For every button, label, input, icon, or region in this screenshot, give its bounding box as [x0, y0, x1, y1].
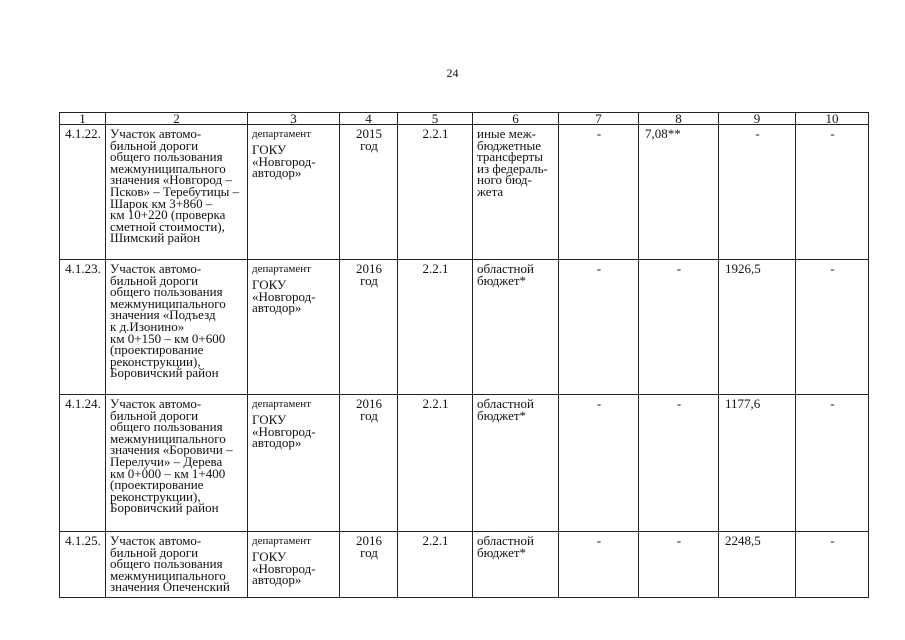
row-number: 4.1.23.	[60, 260, 106, 395]
name-line: межмуниципального	[110, 567, 226, 583]
program-table	[59, 112, 869, 598]
value-col9: 1177,6	[719, 395, 796, 532]
source-line: областной	[477, 396, 534, 411]
executor-line: ГОКУ	[252, 549, 287, 564]
column-header: 7	[559, 113, 639, 125]
name-line: (проектирование	[110, 477, 204, 493]
name-line: общего пользования	[110, 419, 223, 435]
column-header: 2	[106, 113, 248, 125]
name-line: к д.Изонино»	[110, 318, 185, 334]
year-value: 2015	[356, 126, 382, 141]
funding-source	[473, 260, 559, 395]
name-line: км 0+000 – км 1+400	[110, 465, 226, 481]
value-col8: -	[639, 532, 719, 598]
row-number: 4.1.22.	[60, 125, 106, 260]
executor-department: департамент	[252, 535, 311, 547]
column-header: 1	[60, 113, 106, 125]
executor-line: «Новгород-	[252, 423, 316, 439]
source-line: жета	[477, 183, 504, 199]
road-section-name	[106, 125, 248, 260]
name-line: Участок автомо-	[110, 261, 202, 276]
executor-line: ГОКУ	[252, 412, 287, 427]
year-value: 2016	[356, 261, 382, 276]
value-col9: 2248,5	[719, 532, 796, 598]
table-row	[60, 395, 869, 532]
name-line: Шарок км 3+860 –	[110, 195, 213, 211]
value-col10: -	[796, 395, 869, 532]
name-line: Шимский район	[110, 230, 201, 246]
value-col7: -	[559, 532, 639, 598]
source-line: областной	[477, 533, 534, 548]
column-header: 3	[248, 113, 340, 125]
name-line: значения «Боровичи –	[110, 442, 233, 458]
year	[340, 260, 398, 395]
name-line: бильной дороги	[110, 407, 199, 423]
name-line: общего пользования	[110, 149, 223, 165]
year	[340, 395, 398, 532]
name-line: км 0+150 – км 0+600	[110, 330, 226, 346]
source-line: трансферты	[477, 149, 543, 165]
executor-line: «Новгород-	[252, 153, 316, 169]
name-line: Боровичский район	[110, 365, 219, 381]
name-line: значения «Новгород –	[110, 172, 232, 188]
name-line: бильной дороги	[110, 137, 199, 153]
road-section-name	[106, 395, 248, 532]
column-header: 10	[796, 113, 869, 125]
name-line: межмуниципального	[110, 160, 226, 176]
name-line: (проектирование	[110, 342, 204, 358]
table-row	[60, 260, 869, 395]
source-line: бюджет*	[477, 544, 527, 560]
executor	[248, 395, 340, 532]
value-col9: -	[719, 125, 796, 260]
year-value: 2016	[356, 396, 382, 411]
executor-department: департамент	[252, 128, 311, 140]
road-section-name	[106, 532, 248, 598]
name-line: Участок автомо-	[110, 396, 202, 411]
executor-line: ГОКУ	[252, 277, 287, 292]
executor-line: «Новгород-	[252, 288, 316, 304]
executor-line: автодор»	[252, 435, 302, 451]
source-line: иные меж-	[477, 126, 536, 141]
name-line: бильной дороги	[110, 544, 199, 560]
column-header: 5	[398, 113, 473, 125]
target-code: 2.2.1	[398, 260, 473, 395]
name-line: реконструкции),	[110, 353, 201, 369]
name-line: Боровичский район	[110, 500, 219, 516]
target-code: 2.2.1	[398, 125, 473, 260]
name-line: реконструкции),	[110, 488, 201, 504]
name-line: км 10+220 (проверка	[110, 207, 226, 223]
source-line: областной	[477, 261, 534, 276]
value-col7: -	[559, 125, 639, 260]
name-line: общего пользования	[110, 284, 223, 300]
source-line: бюджет*	[477, 272, 527, 288]
name-line: значения Опеченский	[110, 579, 230, 595]
executor-department: департамент	[252, 263, 311, 275]
row-number: 4.1.24.	[60, 395, 106, 532]
year-value: 2016	[356, 533, 382, 548]
name-line: сметной стоимости),	[110, 218, 225, 234]
source-line: ного бюд-	[477, 172, 532, 188]
name-line: межмуниципального	[110, 295, 226, 311]
year-unit: год	[360, 545, 378, 560]
name-line: Участок автомо-	[110, 533, 202, 548]
funding-source	[473, 395, 559, 532]
funding-source	[473, 532, 559, 598]
page-number: 24	[446, 66, 459, 80]
executor	[248, 260, 340, 395]
value-col8: -	[639, 260, 719, 395]
value-col8: -	[639, 395, 719, 532]
value-col9: 1926,5	[719, 260, 796, 395]
executor-department: департамент	[252, 398, 311, 410]
executor-line: автодор»	[252, 165, 302, 181]
source-line: бюджетные	[477, 137, 542, 153]
name-line: Участок автомо-	[110, 126, 202, 141]
executor	[248, 125, 340, 260]
column-header: 6	[473, 113, 559, 125]
target-code: 2.2.1	[398, 395, 473, 532]
year-unit: год	[360, 408, 378, 423]
year-unit: год	[360, 138, 378, 153]
year	[340, 532, 398, 598]
name-line: общего пользования	[110, 556, 223, 572]
source-line: бюджет*	[477, 407, 527, 423]
column-header: 4	[340, 113, 398, 125]
name-line: Перелучи» – Дерева	[110, 453, 223, 469]
name-line: бильной дороги	[110, 272, 199, 288]
table-row	[60, 125, 869, 260]
executor-line: ГОКУ	[252, 142, 287, 157]
name-line: межмуниципального	[110, 430, 226, 446]
value-col10: -	[796, 260, 869, 395]
target-code: 2.2.1	[398, 532, 473, 598]
value-col8: 7,08**	[639, 125, 719, 260]
funding-source	[473, 125, 559, 260]
source-line: из федераль-	[477, 160, 548, 176]
year	[340, 125, 398, 260]
value-col10: -	[796, 532, 869, 598]
value-col10: -	[796, 125, 869, 260]
column-header: 8	[639, 113, 719, 125]
executor	[248, 532, 340, 598]
executor-line: «Новгород-	[252, 560, 316, 576]
year-unit: год	[360, 273, 378, 288]
value-col7: -	[559, 395, 639, 532]
executor-line: автодор»	[252, 300, 302, 316]
name-line: Псков» – Теребутицы –	[110, 183, 240, 199]
road-section-name	[106, 260, 248, 395]
column-header: 9	[719, 113, 796, 125]
row-number: 4.1.25.	[60, 532, 106, 598]
name-line: значения «Подъезд	[110, 307, 216, 323]
value-col7: -	[559, 260, 639, 395]
table-row	[60, 532, 869, 598]
executor-line: автодор»	[252, 572, 302, 588]
column-number-row	[60, 113, 869, 125]
